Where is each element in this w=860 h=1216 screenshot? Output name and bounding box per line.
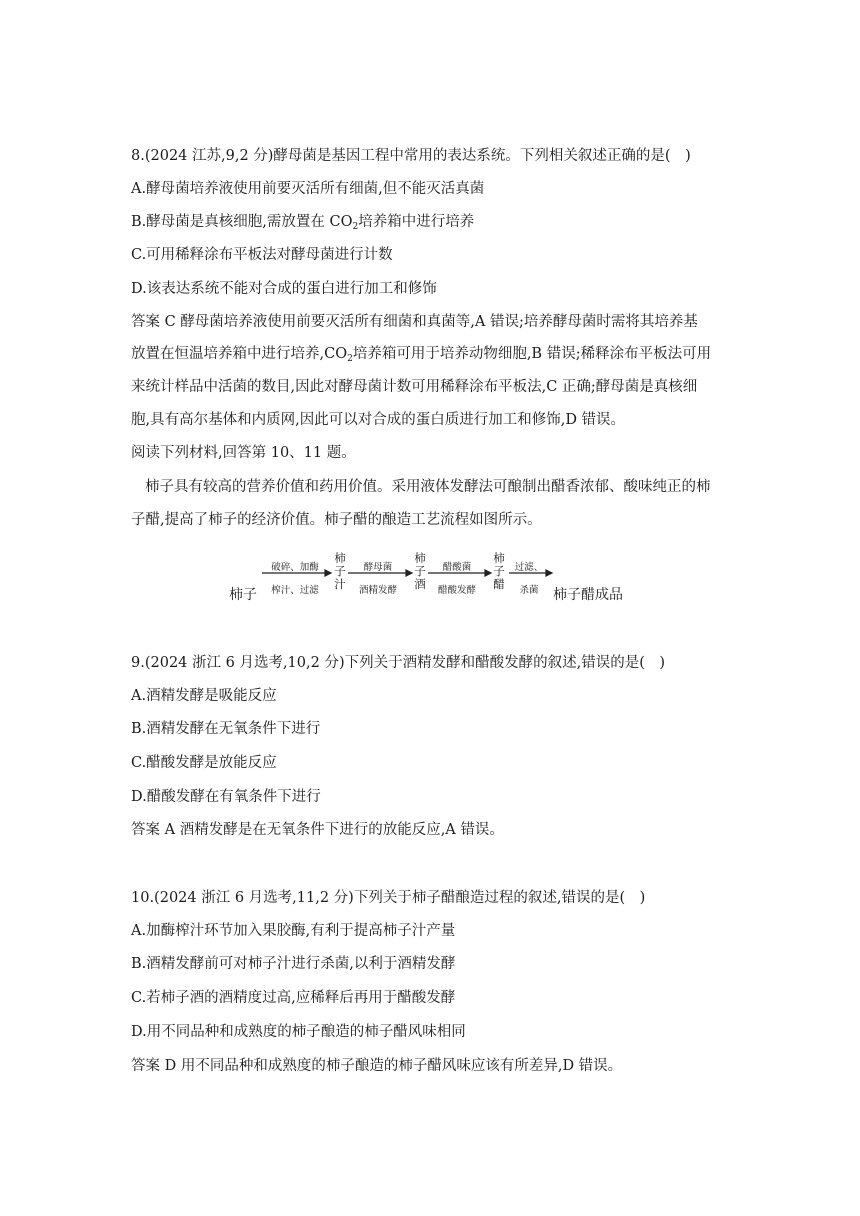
flow-node-persimmon-vinegar: 柿 子 醋 [493, 551, 505, 591]
q9-option-c: C.醋酸发酵是放能反应 [131, 755, 277, 771]
q8-option-d: D.该表达系统不能对合成的蛋白进行加工和修饰 [131, 281, 437, 297]
flow-step4-top-label: 过滤、 [514, 562, 544, 573]
q10-stem: 10.(2024 浙江 6 月选考,11,2 分)下列关于柿子醋酿造过程的叙述,错误的是( ) [131, 890, 646, 906]
flow-node-persimmon-juice: 柿 子 汁 [334, 551, 346, 591]
q8-answer-line-4: 胞,具有高尔基体和内质网,因此可以对合成的蛋白质进行加工和修饰,D 错误。 [131, 412, 626, 428]
q9-option-b: B.酒精发酵在无氧条件下进行 [131, 721, 321, 737]
q8-option-a: A.酵母菌培养液使用前要灭活所有细菌,但不能灭活真菌 [131, 181, 485, 197]
q8-answer-line-1: 答案 C 酵母菌培养液使用前要灭活所有细菌和真菌等,A 错误;培养酵母菌时需将其培养基 [131, 314, 698, 330]
q10-answer: 答案 D 用不同品种和成熟度的柿子酿造的柿子醋风味应该有所差异,D 错误。 [131, 1058, 623, 1074]
flow-step1-top-label: 破碎、加酶 [271, 562, 319, 573]
flow-start-persimmon: 柿子 [229, 587, 257, 603]
flow-node-persimmon-wine: 柿 子 酒 [414, 551, 426, 591]
persimmon-vinegar-flow-diagram [229, 551, 634, 601]
q8-option-b: B.酵母菌是真核细胞,需放置在 $CO_2$培养箱中进行培养 [131, 214, 475, 232]
q9-option-d: D.醋酸发酵在有氧条件下进行 [131, 789, 321, 805]
q10-option-a: A.加酶榨汁环节加入果胶酶,有利于提高柿子汁产量 [131, 923, 456, 939]
q10-option-d: D.用不同品种和成熟度的柿子酿造的柿子醋风味相同 [131, 1024, 466, 1040]
flow-step2-bottom-label: 酒精发酵 [358, 585, 397, 596]
q9-stem: 9.(2024 浙江 6 月选考,10,2 分)下列关于酒精发酵和醋酸发酵的叙述,错误的是( ) [131, 655, 666, 671]
flow-step2-top-label: 酵母菌 [363, 562, 393, 573]
flow-step3-top-label: 醋酸菌 [442, 562, 472, 573]
q9-answer: 答案 A 酒精发酵是在无氧条件下进行的放能反应,A 错误。 [131, 822, 504, 838]
q9-option-a: A.酒精发酵是吸能反应 [131, 688, 277, 704]
q8-answer-line-3: 来统计样品中活菌的数目,因此对酵母菌计数可用稀释涂布平板法,C 正确;酵母菌是真核细 [131, 379, 698, 395]
flow-step1-bottom-label: 榨汁、过滤 [271, 585, 319, 596]
q8-stem: 8.(2024 江苏,9,2 分)酵母菌是基因工程中常用的表达系统。下列相关叙述正确的是( ) [131, 148, 691, 164]
flow-end-product: 柿子醋成品 [553, 587, 623, 603]
material-paragraph-line-2: 子醋,提高了柿子的经济价值。柿子醋的酿造工艺流程如图所示。 [131, 512, 542, 528]
q10-option-c: C.若柿子酒的酒精度过高,应稀释后再用于醋酸发酵 [131, 990, 456, 1006]
q8-option-c: C.可用稀释涂布平板法对酵母菌进行计数 [131, 247, 393, 263]
flow-step4-bottom-label: 杀菌 [519, 585, 539, 596]
q10-option-b: B.酒精发酵前可对柿子汁进行杀菌,以利于酒精发酵 [131, 956, 456, 972]
q8-answer-line-2: 放置在恒温培养箱中进行培养$,CO_2$培养箱可用于培养动物细胞,B 错误;稀释涂布平板法可用 [131, 346, 712, 364]
material-paragraph-line-1: 柿子具有较高的营养价值和药用价值。采用液体发酵法可酿制出醋香浓郁、酸味纯正的柿 [145, 479, 711, 495]
material-intro: 阅读下列材料,回答第 10、11 题。 [131, 445, 356, 461]
flow-step3-bottom-label: 醋酸发酵 [437, 585, 476, 596]
